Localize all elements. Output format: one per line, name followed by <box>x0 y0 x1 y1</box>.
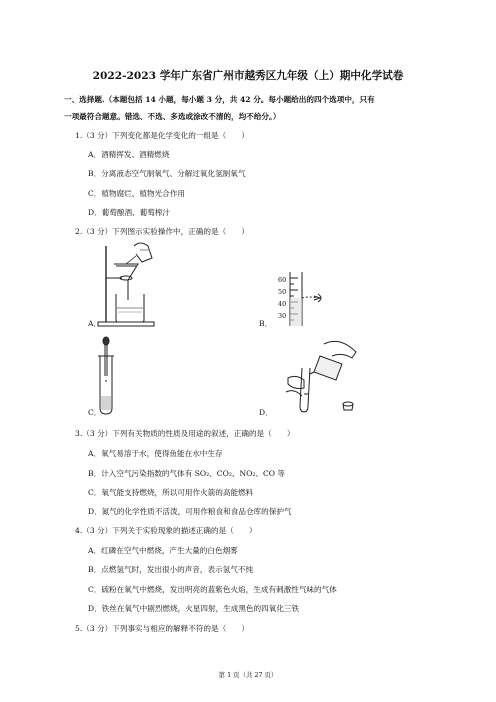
question-3-stem: 3.（3 分）下列有关物质的性质及用途的叙述，正确的是（ ） <box>75 429 295 438</box>
question-2-option-c: C． <box>88 408 102 417</box>
question-3-option-c: C．氧气能支持燃烧，所以可用作火箭的高能燃料 <box>88 488 254 497</box>
question-3-option-a: A．氧气易溶于水，使得鱼能在水中生存 <box>88 449 223 458</box>
cylinder-scale-30: 30 <box>278 312 287 320</box>
question-4-option-c: C．硫粉在氧气中燃烧，发出明亮的蓝紫色火焰，生成有刺激性气味的气体 <box>88 585 337 594</box>
question-1-option-b: B．分离液态空气制氧气、分解过氧化氢制氧气 <box>88 169 246 178</box>
question-5-stem: 5.（3 分）下列事实与相应的解释不符的是（ ） <box>75 624 249 633</box>
question-2-option-d: D． <box>259 408 273 417</box>
pouring-liquid-figure <box>280 334 360 416</box>
cylinder-scale-40: 40 <box>278 300 287 308</box>
question-1-option-a: A．酒精挥发、酒精燃烧 <box>88 150 170 159</box>
question-4-option-b: B．点燃氢气时，发出很小的声音，表示氢气不纯 <box>88 565 254 574</box>
page-title: 2022-2023 学年广东省广州市越秀区九年级（上）期中化学试卷 <box>92 70 404 82</box>
question-1-option-c: C．植物腐烂、植物光合作用 <box>88 189 185 198</box>
question-2-stem: 2.（3 分）下列图示实验操作中，正确的是（ ） <box>75 227 249 236</box>
question-4-option-d: D．铁丝在氧气中剧烈燃烧，火星四射，生成黑色的四氧化三铁 <box>88 604 300 613</box>
question-2-option-b: B． <box>259 319 273 328</box>
question-1-option-d: D．葡萄酿酒、葡萄榨汁 <box>88 208 171 217</box>
section-instructions-line1: 一、选择题.（本题包括 14 小题，每小题 3 分，共 42 分。每小题给出的四个选项中，只有 <box>64 95 375 104</box>
question-4-option-a: A．红磷在空气中燃烧，产生大量的白色烟雾 <box>88 546 238 555</box>
cylinder-scale-50: 50 <box>278 288 287 296</box>
page-footer: 第 1 页（共 27 页） <box>218 671 278 679</box>
question-3-option-b: B．计入空气污染指数的气体有 SO₂、CO₂、NO₂、CO 等 <box>88 469 286 478</box>
cylinder-scale-60: 60 <box>278 276 287 284</box>
question-4-stem: 4.（3 分）下列关于实验现象的描述正确的是（ ） <box>75 526 257 535</box>
question-1-stem: 1.（3 分）下列变化都是化学变化的一组是（ ） <box>75 131 249 140</box>
filtration-apparatus-figure <box>96 242 168 330</box>
section-instructions-line2: 一项最符合题意。错选、不选、多选或涂改不清的，均不给分。） <box>64 112 281 121</box>
question-2-option-a: A． <box>88 319 102 328</box>
dropper-test-tube-figure <box>94 336 118 416</box>
question-3-option-d: D．氮气的化学性质不活泼，可用作粮食和食品仓库的保护气 <box>88 507 292 516</box>
